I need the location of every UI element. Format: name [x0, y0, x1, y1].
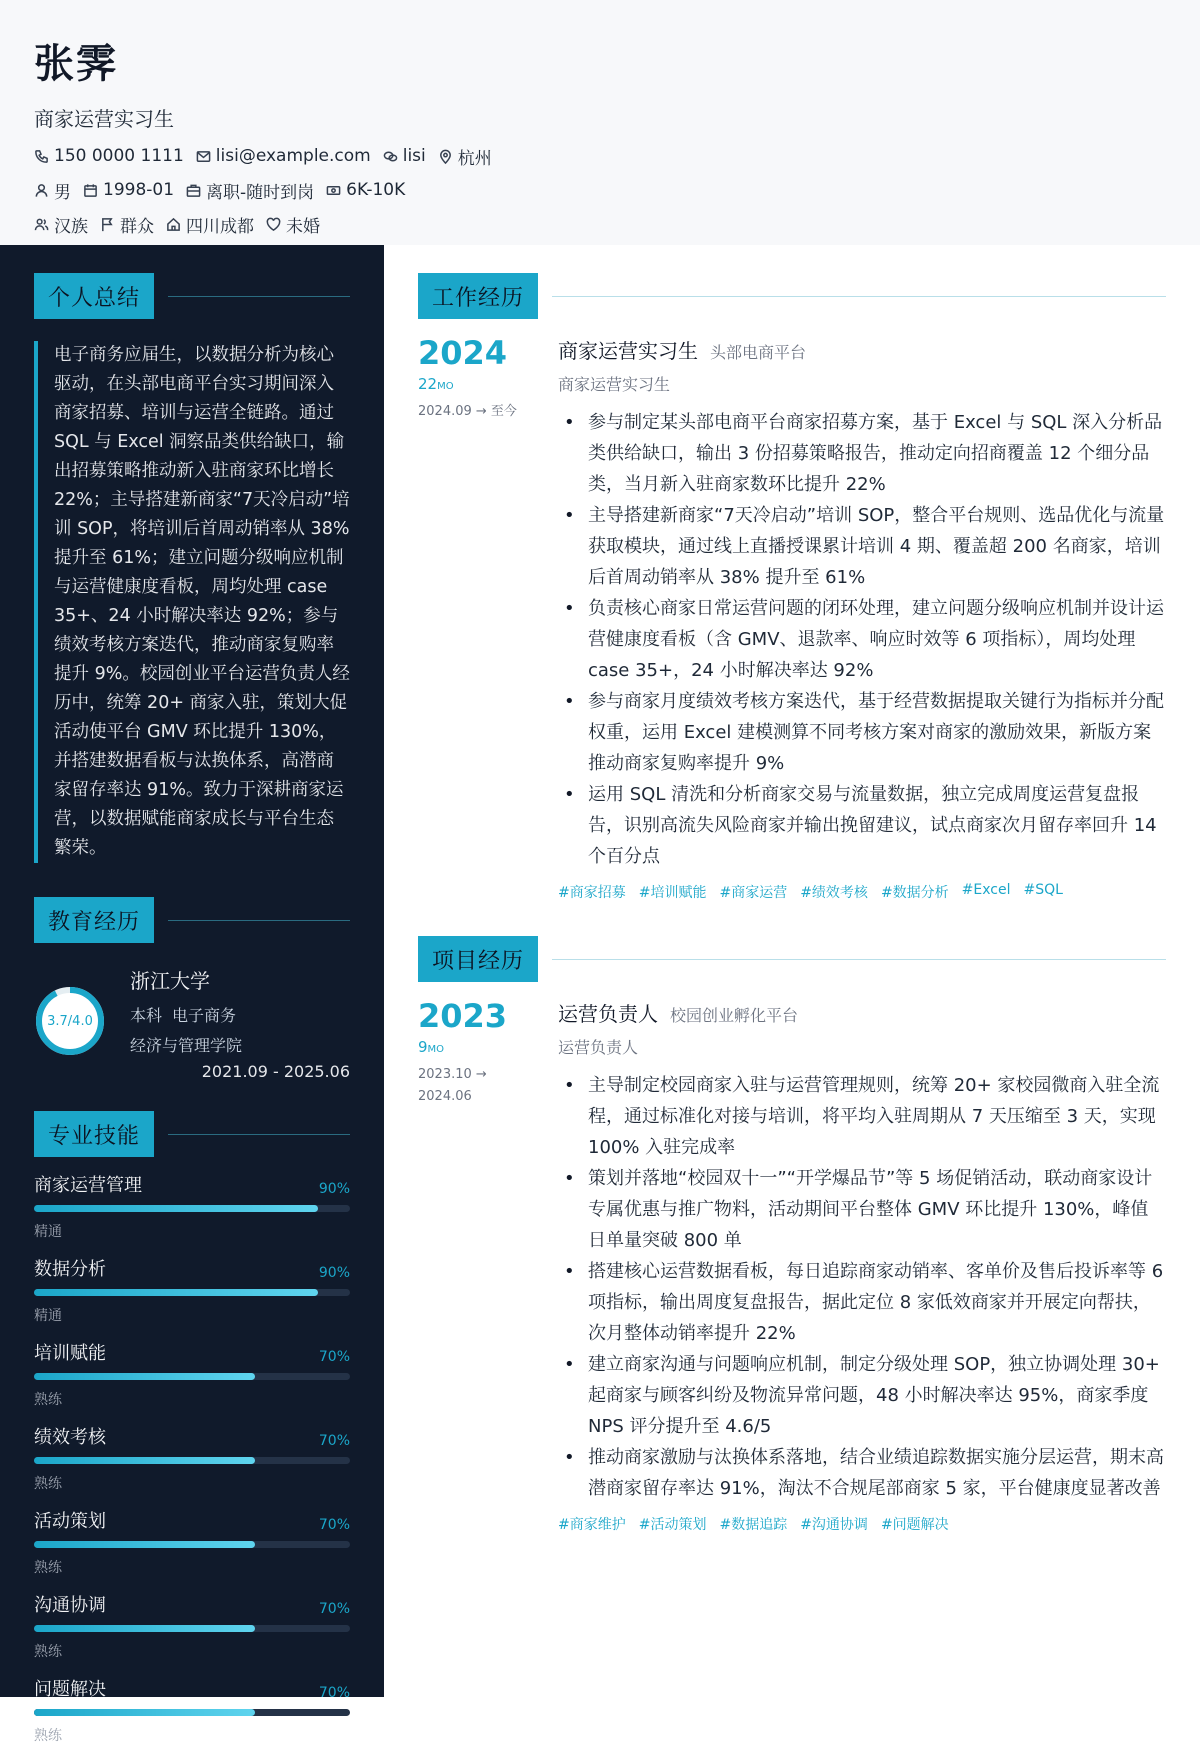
summary-title: 个人总结 [34, 273, 154, 319]
political-text: 群众 [120, 216, 154, 237]
work-year: 2024 [418, 334, 508, 372]
project-duration [418, 1038, 558, 1056]
mail-icon [196, 149, 211, 164]
candidate-name: 张霁 [34, 41, 118, 87]
skill-name: 沟通协调 [34, 1595, 106, 1616]
tag: #SQL [1023, 882, 1063, 898]
summary-heading [34, 273, 350, 319]
list-item: • 推动商家激励与汰换体系落地，结合业绩追踪数据实施分层运营，期末高潜商家留存率达 91%，淘汰不合规尾部商家 5 家，平台健康度显著改善 [558, 1442, 1166, 1504]
education-dates: 2021.09 - 2025.06 [201, 1062, 350, 1081]
contact-row [34, 145, 1200, 167]
gpa-ring [34, 985, 106, 1057]
tag: #沟通协调 [800, 1517, 868, 1533]
skill-item [34, 1591, 350, 1661]
degree-line [130, 1003, 350, 1026]
location-text: 杭州 [457, 148, 492, 169]
wechat-text: lisi [402, 146, 426, 166]
skill-percent: 70% [318, 1601, 350, 1617]
list-item: • 运用 SQL 清洗和分析商家交易与流量数据，独立完成周度运营复盘报告，识别高流失风险商家并输出挽留建议，试点商家次月留存率回升 14 个百分点 [558, 779, 1166, 872]
skills-title: 专业技能 [34, 1111, 154, 1157]
tag: #培训赋能 [638, 885, 707, 901]
skill-bar-fill [34, 1457, 255, 1464]
home-icon [166, 217, 181, 232]
skill-percent: 70% [318, 1349, 350, 1365]
work-entry [418, 335, 1166, 902]
tag: #商家维护 [558, 1517, 626, 1533]
ethnicity-text: 汉族 [54, 216, 88, 237]
project-role-line [558, 998, 1166, 1027]
work-content [558, 335, 1166, 902]
project-entry [418, 998, 1166, 1534]
skill-bar-fill [34, 1625, 255, 1632]
birth-item [83, 180, 174, 200]
tag: #绩效考核 [800, 885, 868, 901]
project-org: 校园创业孵化平台 [670, 1006, 799, 1025]
list-item: • 主导搭建新商家“7天冷启动”培训 SOP，整合平台规则、选品优化与流量获取模块，通过线上直播授课累计培训 4 期、覆盖超 200 名商家，培训后首周动销率从 38% 提升至 61% [558, 500, 1166, 593]
project-duration-number: 9 [418, 1038, 428, 1056]
list-item: • 参与制定某头部电商平台商家招募方案，基于 Excel 与 SQL 深入分析品类供给缺口，输出 3 份招募策略报告，推动定向招商覆盖 12 个细分品类，当月新入驻商家数环比提升 22% [558, 407, 1166, 500]
skill-bar-fill [34, 1373, 255, 1380]
contact-email[interactable] [196, 146, 371, 166]
education-title: 教育经历 [34, 897, 154, 943]
extra-row [34, 213, 1200, 235]
work-tags [558, 882, 1166, 902]
sidebar [0, 245, 384, 1744]
skill-bar [34, 1541, 350, 1548]
skill-percent: 90% [318, 1265, 350, 1281]
gender-item [34, 178, 71, 203]
divider [168, 296, 350, 297]
work-duration-number: 22 [418, 375, 438, 393]
skill-name: 数据分析 [34, 1259, 106, 1280]
skill-bar [34, 1625, 350, 1632]
ethnicity-item [34, 212, 88, 237]
work-bullets [558, 407, 1166, 872]
skill-bar-fill [34, 1709, 255, 1716]
project-year: 2023 [418, 997, 508, 1035]
education-details [130, 965, 350, 1081]
email-text: lisi@example.com [215, 146, 371, 166]
project-duration-unit: MO [427, 1044, 445, 1055]
work-range: 2024.09 → 至今 [418, 404, 517, 419]
project-range-end: 2024.06 [418, 1089, 472, 1104]
heart-icon [266, 217, 281, 232]
summary-text: 电子商务应届生，以数据分析为核心驱动，在头部电商平台实习期间深入商家招募、培训与运营全链路。通过 SQL 与 Excel 洞察品类供给缺口，输出招募策略推动新入驻商家环比增长 22%；主导搭建新商家“7天冷启动”培训 SOP，将培训后首周动销率从 38% 提升至 61%；建立问题分级响应机制与运营健康度看板，周均处理 case 35+、24 小时解决率达 92%；参与绩效考核方案迭代，推动商家复购率提升 9%。校园创业平台运营负责人经历中，统筹 20+ 商家入驻，策划大促活动使平台 GMV 环比提升 130%，并搭建数据看板与汰换体系，高潜商家留存率达 91%。致力于深耕商家运营，以数据赋能商家成长与平台生态繁荣。 [34, 341, 350, 863]
skill-bar [34, 1373, 350, 1380]
flag-icon [100, 217, 115, 232]
skills-list [34, 1171, 350, 1745]
skill-percent: 70% [318, 1517, 350, 1533]
skill-header [34, 1507, 350, 1533]
education-entry [34, 965, 350, 1081]
skill-bar [34, 1205, 350, 1212]
work-role-sub: 商家运营实习生 [558, 375, 671, 394]
skill-header [34, 1171, 350, 1197]
work-org: 头部电商平台 [710, 343, 807, 362]
tag: #数据分析 [880, 885, 949, 901]
tag: #商家运营 [719, 885, 788, 901]
skill-header [34, 1591, 350, 1617]
skill-bar [34, 1457, 350, 1464]
tag: #活动策划 [638, 1517, 707, 1533]
skill-name: 商家运营管理 [34, 1175, 142, 1196]
skill-percent: 70% [318, 1685, 350, 1701]
project-tags [558, 1514, 1166, 1534]
divider [552, 296, 1166, 297]
political-item [100, 212, 154, 237]
personal-row [34, 179, 1200, 201]
skill-level: 熟练 [34, 1728, 62, 1744]
list-item: • 建立商家沟通与问题响应机制，制定分级处理 SOP，独立协调处理 30+ 起商家与顾客纠纷及物流异常问题，48 小时解决率达 95%，商家季度 NPS 评分提升至 4.6/5 [558, 1349, 1166, 1442]
skill-level: 熟练 [34, 1392, 62, 1408]
skill-item [34, 1675, 350, 1745]
work-date-column [418, 335, 558, 902]
skill-header [34, 1675, 350, 1701]
major: 电子商务 [172, 1006, 237, 1025]
wechat-icon [383, 149, 398, 164]
project-role-sub: 运营负责人 [558, 1038, 639, 1057]
list-item: • 主导制定校园商家入驻与运营管理规则，统筹 20+ 家校园微商入驻全流程，通过标准化对接与培训，将平均入驻周期从 7 天压缩至 3 天，实现 100% 入驻完成率 [558, 1070, 1166, 1163]
work-role-line [558, 335, 1166, 364]
school-name: 浙江大学 [130, 969, 210, 993]
work-duration [418, 375, 558, 393]
list-item: • 参与商家月度绩效考核方案迭代，基于经营数据提取关键行为指标并分配权重，运用 Excel 建模测算不同考核方案对商家的激励效果，新版方案推动商家复购率提升 9% [558, 686, 1166, 779]
work-duration-unit: MO [437, 381, 454, 392]
birth-text: 1998-01 [103, 180, 175, 200]
skill-header [34, 1255, 350, 1281]
skill-item [34, 1423, 350, 1493]
phone-text: 150 0000 1111 [54, 146, 184, 166]
skill-header [34, 1339, 350, 1365]
skills-heading [34, 1111, 350, 1157]
briefcase-icon [186, 183, 201, 198]
skill-item [34, 1339, 350, 1409]
college-name: 经济与管理学院 [130, 1036, 243, 1055]
skill-header [34, 1423, 350, 1449]
target-position: 商家运营实习生 [34, 107, 174, 131]
skill-level: 精通 [34, 1224, 62, 1240]
skill-level: 熟练 [34, 1560, 62, 1576]
skill-name: 培训赋能 [34, 1343, 106, 1364]
marital-text: 未婚 [286, 216, 320, 237]
tag: #问题解决 [880, 1517, 949, 1533]
skill-bar [34, 1709, 350, 1716]
skill-item [34, 1255, 350, 1325]
skill-bar [34, 1289, 350, 1296]
skill-item [34, 1507, 350, 1577]
project-heading [418, 936, 1166, 982]
calendar-icon [83, 183, 98, 198]
work-role: 商家运营实习生 [558, 339, 698, 363]
skill-name: 绩效考核 [34, 1427, 106, 1448]
tag: #数据追踪 [719, 1517, 788, 1533]
skill-item [34, 1171, 350, 1241]
tag: #商家招募 [558, 885, 626, 901]
contact-wechat[interactable] [383, 146, 426, 166]
divider [168, 1134, 350, 1135]
gender-text: 男 [54, 182, 71, 203]
resume-header [0, 0, 1200, 245]
project-role: 运营负责人 [558, 1002, 658, 1026]
project-title: 项目经历 [418, 936, 538, 982]
project-date-column [418, 998, 558, 1534]
work-heading [418, 273, 1166, 319]
skill-name: 活动策划 [34, 1511, 106, 1532]
contact-location [438, 144, 492, 169]
project-range [418, 1064, 558, 1108]
list-item: • 搭建核心运营数据看板，每日追踪商家动销率、客单价及售后投诉率等 6 项指标，输出周度复盘报告，据此定位 8 家低效商家并开展定向帮扶，次月整体动销率提升 22% [558, 1256, 1166, 1349]
marital-item [266, 212, 320, 237]
skill-level: 熟练 [34, 1476, 62, 1492]
skill-name: 问题解决 [34, 1679, 106, 1700]
salary-item [326, 180, 405, 200]
divider [552, 959, 1166, 960]
phone-icon [34, 149, 49, 164]
divider [168, 920, 350, 921]
skill-percent: 70% [318, 1433, 350, 1449]
location-icon [438, 149, 453, 164]
contact-phone[interactable] [34, 146, 184, 166]
hometown-item [166, 212, 254, 237]
skill-level: 精通 [34, 1308, 62, 1324]
project-content [558, 998, 1166, 1534]
status-item [186, 178, 314, 203]
skill-bar-fill [34, 1205, 318, 1212]
status-text: 离职-随时到岗 [206, 182, 315, 203]
skill-bar-fill [34, 1289, 318, 1296]
skill-percent: 90% [318, 1181, 350, 1197]
skill-bar-fill [34, 1541, 255, 1548]
salary-icon [326, 183, 341, 198]
user-icon [34, 183, 49, 198]
salary-text: 6K-10K [346, 180, 406, 200]
list-item: • 策划并落地“校园双十一”“开学爆品节”等 5 场促销活动，联动商家设计专属优惠与推广物料，活动期间平台整体 GMV 环比提升 130%，峰值日单量突破 800 单 [558, 1163, 1166, 1256]
gpa-label: 3.7/4.0 [47, 1013, 93, 1029]
main-content [418, 245, 1166, 1534]
degree: 本科 [130, 1006, 163, 1025]
people-icon [34, 217, 49, 232]
education-heading [34, 897, 350, 943]
tag: #Excel [961, 882, 1011, 898]
project-range-start: 2023.10 → [418, 1067, 487, 1082]
hometown-text: 四川成都 [186, 216, 254, 237]
project-bullets [558, 1070, 1166, 1504]
skill-level: 熟练 [34, 1644, 62, 1660]
work-title: 工作经历 [418, 273, 538, 319]
list-item: • 负责核心商家日常运营问题的闭环处理，建立问题分级响应机制并设计运营健康度看板（含 GMV、退款率、响应时效等 6 项指标），周均处理 case 35+，24 小时解决率达 92% [558, 593, 1166, 686]
